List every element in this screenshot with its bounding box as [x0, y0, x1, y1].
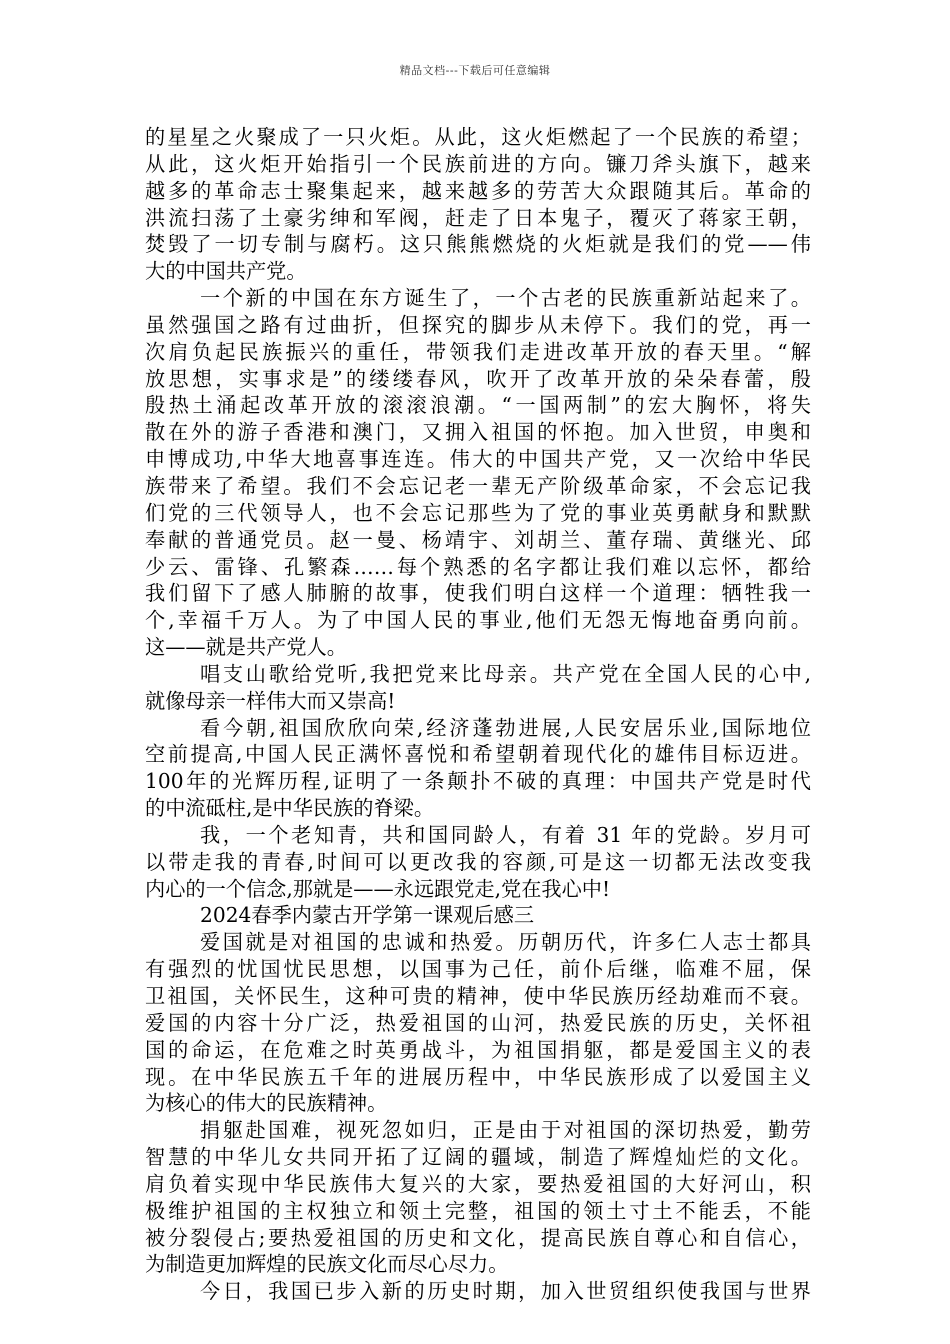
text-line: 捐躯赴国难，视死忽如归，正是由于对祖国的深切热爱，勤劳 [200, 1118, 811, 1143]
text-line: 奉献的普通党员。赵一曼、杨靖宇、刘胡兰、董存瑞、黄继光、邱 [145, 527, 811, 552]
page-header: 精品文档---下载后可任意编辑 [399, 64, 551, 77]
text-line: 次肩负起民族振兴的重任，带领我们走进改革开放的春天里。“解 [145, 339, 811, 364]
text-line: 爱国的内容十分广泛，热爱祖国的山河，热爱民族的历史，关怀祖 [145, 1010, 811, 1035]
text-line: 被分裂侵占;要热爱祖国的历史和文化，提高民族自尊心和自信心， [145, 1225, 811, 1250]
text-line: 的星星之火聚成了一只火炬。从此，这火炬燃起了一个民族的希望； [145, 125, 811, 149]
text-line: 少云、雷锋、孔繁森……每个熟悉的名字都让我们难以忘怀，都给 [145, 554, 811, 579]
text-line: 有强烈的忧国忧民思想，以国事为己任，前仆后继，临难不屈，保 [145, 957, 811, 982]
text-line: 我们留下了感人肺腑的故事，使我们明白这样一个道理：牺牲我一 [145, 581, 811, 606]
text-line: 内心的一个信念,那就是——永远跟党走,党在我心中! [145, 876, 611, 901]
text-line: 个,幸福千万人。为了中国人民的事业,他们无怨无悔地奋勇向前。 [145, 608, 811, 633]
text-line: 的中流砥柱,是中华民族的脊梁。 [145, 796, 435, 821]
text-line: 国的命运，在危难之时英勇战斗，为祖国捐躯，都是爱国主义的表 [145, 1037, 811, 1062]
text-line: 放思想，实事求是”的缕缕春风，吹开了改革开放的朵朵春蕾，殷 [145, 366, 811, 391]
text-line: 们党的三代领导人，也不会忘记那些为了党的事业英勇献身和默默 [145, 500, 811, 525]
text-line: 就像母亲一样伟大而又崇高! [145, 688, 396, 713]
text-line: 我，一个老知青，共和国同龄人，有着 31 年的党龄。岁月可 [200, 822, 811, 847]
text-line: 肩负着实现中华民族伟大复兴的大家，要热爱祖国的大好河山，积 [145, 1171, 811, 1196]
text-line: 焚毁了一切专制与腐朽。这只熊熊燃烧的火炬就是我们的党——伟 [145, 232, 811, 257]
text-line: 卫祖国，关怀民生，这种可贵的精神，使中华民族历经劫难而不衰。 [145, 984, 811, 1008]
text-line: 唱支山歌给党听,我把党来比母亲。共产党在全国人民的心中, [200, 661, 811, 686]
text-line: 越多的革命志士聚集起来，越来越多的劳苦大众跟随其后。革命的 [145, 178, 811, 203]
text-line: 洪流扫荡了土豪劣绅和军阀，赶走了日本鬼子，覆灭了蒋家王朝， [145, 205, 811, 230]
text-line: 殷热土涌起改革开放的滚滚浪潮。“一国两制”的宏大胸怀，将失 [145, 393, 811, 418]
text-line: 一个新的中国在东方诞生了，一个古老的民族重新站起来了。 [200, 286, 811, 311]
text-line: 族带来了希望。我们不会忘记老一辈无产阶级革命家，不会忘记我 [145, 473, 811, 498]
text-line: 虽然强国之路有过曲折，但探究的脚步从未停下。我们的党，再一 [145, 312, 811, 337]
text-line: 智慧的中华儿女共同开拓了辽阔的疆域，制造了辉煌灿烂的文化。 [145, 1145, 811, 1170]
text-line: 100年的光辉历程,证明了一条颠扑不破的真理：中国共产党是时代 [145, 769, 811, 794]
text-line: 极维护祖国的主权独立和领土完整，祖国的领土寸土不能丢，不能 [145, 1198, 811, 1223]
text-line: 今日，我国已步入新的历史时期，加入世贸组织使我国与世界 [200, 1279, 811, 1304]
text-line: 看今朝,祖国欣欣向荣,经济蓬勃进展,人民安居乐业,国际地位 [200, 715, 811, 740]
text-line: 这——就是共产党人。 [145, 635, 347, 660]
text-line: 为核心的伟大的民族精神。 [145, 1091, 388, 1116]
text-line: 大的中国共产党。 [145, 259, 307, 284]
text-line: 爱国就是对祖国的忠诚和热爱。历朝历代，许多仁人志士都具 [200, 930, 811, 955]
text-line: 以带走我的青春,时间可以更改我的容颜,可是这一切都无法改变我 [145, 849, 811, 874]
text-line: 空前提高,中国人民正满怀喜悦和希望朝着现代化的雄伟目标迈进。 [145, 742, 811, 767]
body-text [145, 124, 811, 1305]
text-line: 为制造更加辉煌的民族文化而尽心尽力。 [145, 1252, 509, 1277]
text-line: 现。在中华民族五千年的进展历程中，中华民族形成了以爱国主义 [145, 1064, 811, 1089]
text-line: 从此，这火炬开始指引一个民族前进的方向。镰刀斧头旗下，越来 [145, 151, 811, 176]
text-line: 申博成功,中华大地喜事连连。伟大的中国共产党，又一次给中华民 [145, 447, 811, 472]
text-line: 2024春季内蒙古开学第一课观后感三 [200, 903, 535, 928]
text-line: 散在外的游子香港和澳门，又拥入祖国的怀抱。加入世贸，申奥和 [145, 420, 811, 445]
